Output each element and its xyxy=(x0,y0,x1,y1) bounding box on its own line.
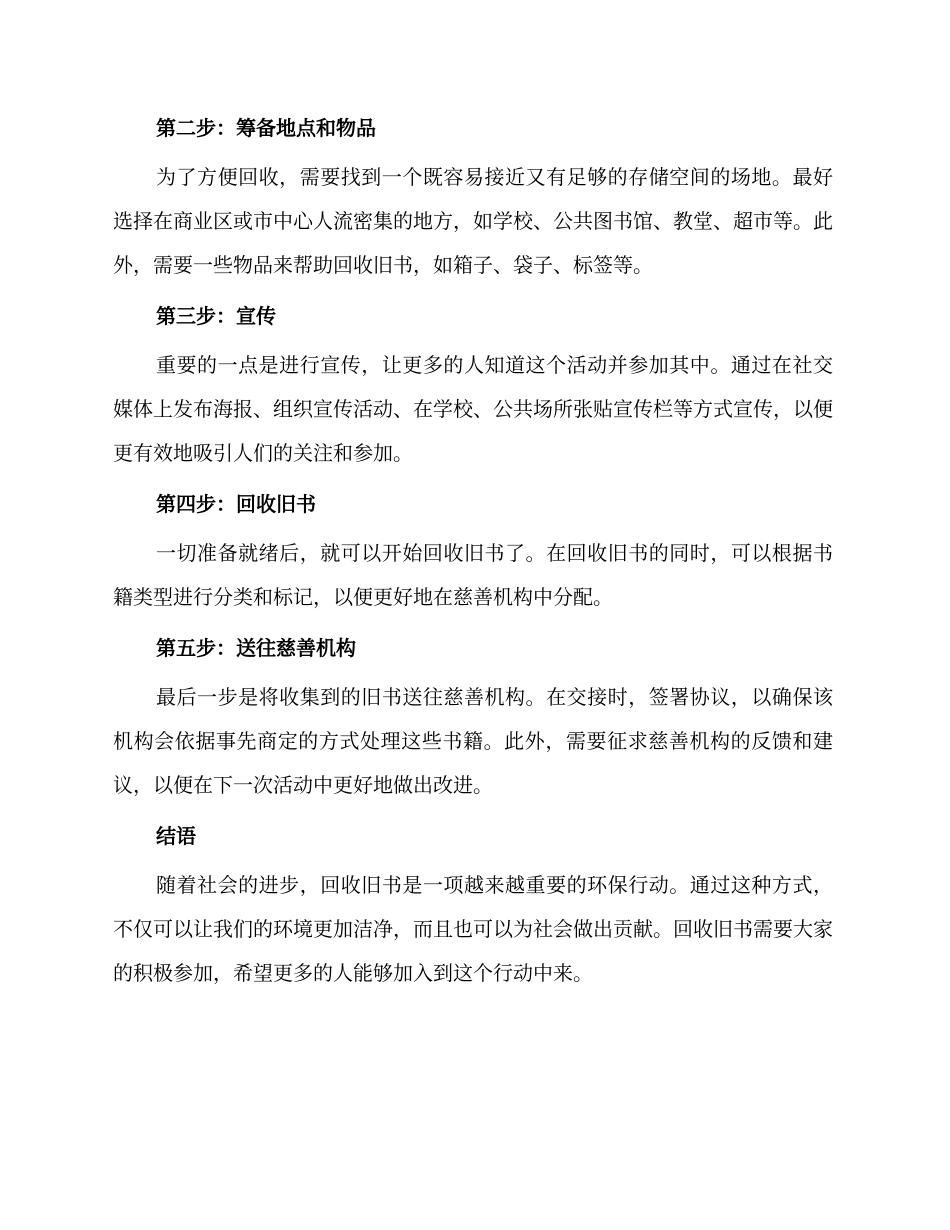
section-heading: 第三步：宣传 xyxy=(156,304,276,328)
section-conclusion xyxy=(113,816,833,995)
section-heading: 第四步：回收旧书 xyxy=(156,492,316,516)
section-step-five xyxy=(113,628,833,807)
section-heading: 第二步：筹备地点和物品 xyxy=(156,116,376,140)
section-paragraph: 重要的一点是进行宣传，让更多的人知道这个活动并参加其中。通过在社交媒体上发布海报、组织宣传活动、在学校、公共场所张贴宣传栏等方式宣传，以便更有效地吸引人们的关注和参加。 xyxy=(113,353,833,465)
section-paragraph: 最后一步是将收集到的旧书送往慈善机构。在交接时，签署协议，以确保该机构会依据事先商定的方式处理这些书籍。此外，需要征求慈善机构的反馈和建议，以便在下一次活动中更好地做出改进。 xyxy=(113,685,833,797)
section-step-two xyxy=(113,108,833,287)
section-step-four xyxy=(113,484,833,619)
section-heading: 第五步：送往慈善机构 xyxy=(156,636,356,660)
section-paragraph: 随着社会的进步，回收旧书是一项越来越重要的环保行动。通过这种方式，不仅可以让我们的环境更加洁净，而且也可以为社会做出贡献。回收旧书需要大家的积极参加，希望更多的人能够加入到这个行动中来。 xyxy=(113,873,833,985)
section-paragraph: 一切准备就绪后，就可以开始回收旧书了。在回收旧书的同时，可以根据书籍类型进行分类和标记，以便更好地在慈善机构中分配。 xyxy=(113,541,833,609)
section-heading: 结语 xyxy=(156,824,196,848)
section-paragraph: 为了方便回收，需要找到一个既容易接近又有足够的存储空间的场地。最好选择在商业区或市中心人流密集的地方，如学校、公共图书馆、教堂、超市等。此外，需要一些物品来帮助回收旧书，如箱子、袋子、标签等。 xyxy=(113,165,833,277)
section-step-three xyxy=(113,296,833,475)
document-page xyxy=(113,108,833,1004)
